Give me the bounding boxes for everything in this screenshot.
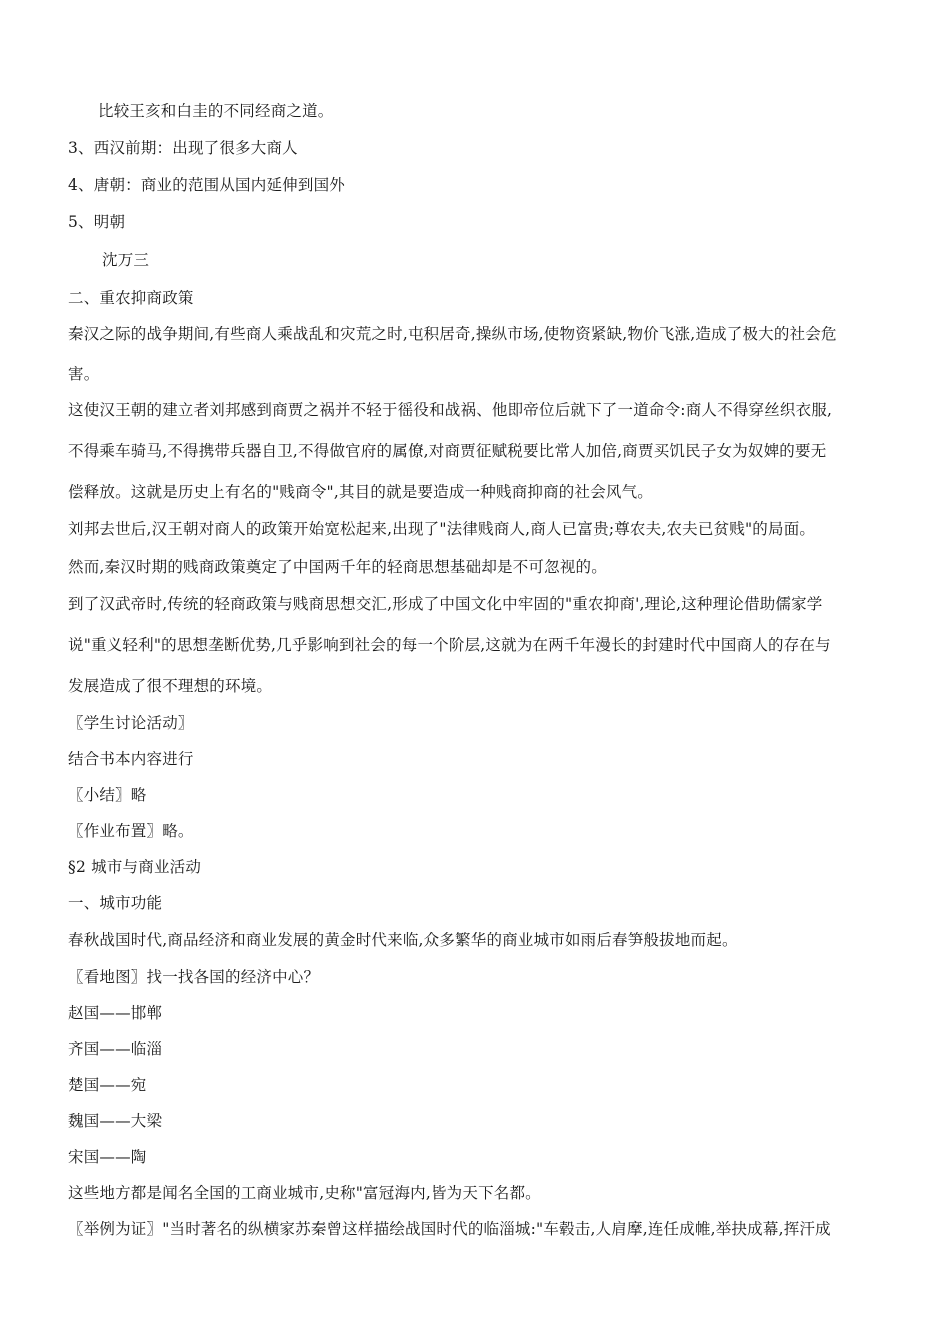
text-line: 发展造成了很不理想的环境。 <box>68 677 273 695</box>
summary-heading: 〖小结〗略 <box>68 786 147 804</box>
text-line: 这些地方都是闻名全国的工商业城市,史称"富冠海内,皆为天下名都。 <box>68 1184 541 1202</box>
text-line: 刘邦去世后,汉王朝对商人的政策开始宽松起来,出现了"法律贱商人,商人已富贵;尊农夫,农夫已贫贱"的局面。 <box>68 520 816 538</box>
text-line: 5、明朝 <box>68 213 126 231</box>
text-line: 到了汉武帝时,传统的轻商政策与贱商思想交汇,形成了中国文化中牢固的"重农抑商',理论,这种理论借助儒家学 <box>68 595 823 613</box>
text-line: 偿释放。这就是历史上有名的"贱商令",其目的就是要造成一种贱商抑商的社会风气。 <box>68 483 653 501</box>
text-line: 然而,秦汉时期的贱商政策奠定了中国两千年的轻商思想基础却是不可忽视的。 <box>68 558 607 576</box>
text-line: 4、唐朝：商业的范围从国内延伸到国外 <box>68 176 345 194</box>
list-item: 宋国——陶 <box>68 1148 147 1166</box>
text-line: 秦汉之际的战争期间,有些商人乘战乱和灾荒之时,屯积居奇,操纵市场,使物资紧缺,物价飞涨,造成了极大的社会危 <box>68 325 837 343</box>
text-line: 〖举例为证〗"当时著名的纵横家苏秦曾这样描绘战国时代的临淄城:"车毂击,人肩摩,连任成帷,举抉成幕,挥汗成 <box>68 1220 831 1238</box>
text-line: 结合书本内容进行 <box>68 750 194 768</box>
section-heading: 二、重农抑商政策 <box>68 289 194 307</box>
section-heading: 一、城市功能 <box>68 894 163 912</box>
list-item: 赵国——邯郸 <box>68 1004 163 1022</box>
list-item: 魏国——大梁 <box>68 1112 163 1130</box>
list-item: 楚国——宛 <box>68 1076 147 1094</box>
map-activity-heading: 〖看地图〗找一找各国的经济中心？ <box>68 968 320 986</box>
text-line: 沈万三 <box>102 251 150 269</box>
text-line: 3、西汉前期：出现了很多大商人 <box>68 139 298 157</box>
text-line: 这使汉王朝的建立者刘邦感到商贾之祸并不轻于徭役和战祸、他即帝位后就下了一道命令:商人不得穿丝织衣服, <box>68 401 833 419</box>
activity-heading: 〖学生讨论活动〗 <box>68 714 194 732</box>
text-line: 不得乘车骑马,不得携带兵器自卫,不得做官府的属僚,对商贾征赋税要比常人加倍,商贾买饥民子女为奴婢的要无 <box>68 442 827 460</box>
text-line: 害。 <box>68 365 100 383</box>
list-item: 齐国——临淄 <box>68 1040 163 1058</box>
text-line: 春秋战国时代,商品经济和商业发展的黄金时代来临,众多繁华的商业城市如雨后春笋般拔地而起。 <box>68 931 738 949</box>
text-line: 说"重义轻利"的思想垄断优势,几乎影响到社会的每一个阶层,这就为在两千年漫长的封建时代中国商人的存在与 <box>68 636 831 654</box>
chapter-heading: §2 城市与商业活动 <box>68 858 202 876</box>
text-line: 比较王亥和白圭的不同经商之道。 <box>98 102 334 120</box>
homework-heading: 〖作业布置〗略。 <box>68 822 194 840</box>
